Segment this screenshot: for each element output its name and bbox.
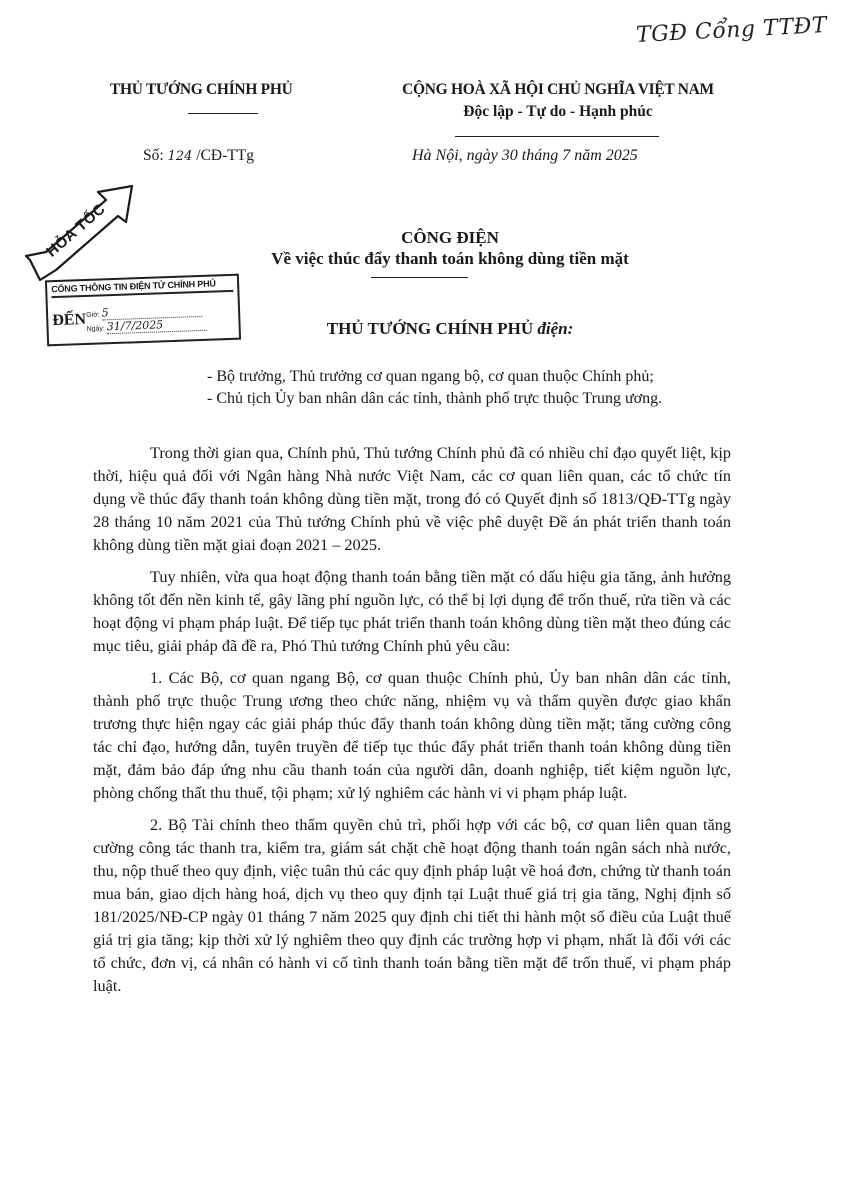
- urgent-stamp-label: HỎA TỐC: [43, 200, 109, 261]
- receiving-time-label: Giờ:: [86, 311, 100, 319]
- receiving-date: [86, 317, 207, 335]
- body-paragraph: Trong thời gian qua, Chính phủ, Thủ tướng Chính phủ đã có nhiều chỉ đạo quyết liệt, kịp thời, hiệu quả đối với Ngân hàng Nhà nước Việt Nam, các cơ quan liên quan, các tổ chức tín dụng về thúc đẩy thanh toán không dùng tiền mặt, trong đó có Quyết định số 1813/QĐ-TTg ngày 28 tháng 10 năm 2021 của Thủ tướng Chính phủ về việc phê duyệt Đề án phát triển thanh toán không dùng tiền mặt giai đoạn 2021 – 2025.: [93, 443, 731, 554]
- national-title: CỘNG HOÀ XÃ HỘI CHỦ NGHĨA VIỆT NAM: [402, 81, 714, 98]
- receiving-date-value: 31/7/2025: [107, 317, 207, 334]
- subject-divider: [371, 277, 468, 278]
- document-number: [143, 147, 254, 165]
- document-type: CÔNG ĐIỆN: [401, 228, 499, 247]
- number-handwritten: 124: [167, 149, 193, 164]
- receiving-time-value: 5: [101, 303, 201, 320]
- recipient-item: - Bộ trưởng, Thủ trưởng cơ quan ngang bộ, cơ quan thuộc Chính phủ;: [207, 368, 654, 385]
- sender-suffix: điện:: [537, 319, 574, 338]
- handwritten-note: TGĐ Cổng TTĐT: [635, 13, 828, 48]
- body-paragraph-item-2: 2. Bộ Tài chính theo thẩm quyền chủ trì, phối hợp với các bộ, cơ quan liên quan tăng cường công tác thanh tra, kiểm tra, giám sát chặt chẽ hoạt động thanh toán ngân sách nhà nước, thu, nộp thuế theo quy định, việc tuân thủ các quy định pháp luật về hoá đơn, chứng từ thanh toán mua bán, giao dịch hàng hoá, dịch vụ theo quy định tại Luật thuế giá trị gia tăng, Nghị định số 181/2025/NĐ-CP ngày 01 tháng 7 năm 2025 quy định chi tiết thi hành một số điều của Luật thuế giá trị gia tăng; kịp thời xử lý nghiêm theo quy định các trường hợp vi phạm, nhất là đối với các tổ chức, đơn vị, cá nhân có hành vi cố tình thanh toán bằng tiền mặt để trốn thuế, vi phạm pháp luật.: [93, 815, 731, 995]
- recipient-item: - Chủ tịch Ủy ban nhân dân các tỉnh, thành phố trực thuộc Trung ương.: [207, 390, 663, 407]
- sender-line: [200, 319, 700, 339]
- agency-divider: [188, 113, 258, 114]
- receiving-stamp-title: CỔNG THÔNG TIN ĐIỆN TỬ CHÍNH PHỦ: [51, 278, 233, 298]
- urgent-stamp: [22, 182, 142, 287]
- sender-name: THỦ TƯỚNG CHÍNH PHỦ: [326, 319, 534, 338]
- body-paragraph: Tuy nhiên, vừa qua hoạt động thanh toán bằng tiền mặt có dấu hiệu gia tăng, ảnh hưởng không tốt đến nền kinh tế, gây lãng phí nguồn lực, có thể bị lợi dụng để trốn thuế, rửa tiền và các hoạt động vi phạm pháp luật. Để tiếp tục phát triển thanh toán không dùng tiền mặt theo đúng các mục tiêu, giải pháp đã đề ra, Phó Thủ tướng Chính phủ yêu cầu:: [93, 567, 731, 655]
- receiving-stamp-label: ĐẾN: [52, 310, 87, 330]
- receiving-date-label: Ngày:: [86, 325, 106, 333]
- issuing-agency: THỦ TƯỚNG CHÍNH PHỦ: [110, 81, 293, 98]
- number-prefix: Số:: [143, 147, 164, 164]
- document-subject: Về việc thúc đẩy thanh toán không dùng tiền mặt: [271, 249, 629, 268]
- national-motto: Độc lập - Tự do - Hạnh phúc: [463, 103, 653, 120]
- document-body: [93, 441, 731, 1006]
- motto-divider: [455, 136, 659, 137]
- body-paragraph-item-1: 1. Các Bộ, cơ quan ngang Bộ, cơ quan thuộc Chính phủ, Ủy ban nhân dân các tỉnh, thành phố trực thuộc Trung ương theo chức năng, nhiệm vụ và thẩm quyền được giao khẩn trương thực hiện ngay các giải pháp thúc đẩy thanh toán không dùng tiền mặt; tăng cường công tác chỉ đạo, hướng dẫn, tuyên truyền để tiếp tục thúc đẩy phát triển thanh toán không dùng tiền mặt, đảm bảo đáp ứng nhu cầu thanh toán của người dân, doanh nghiệp, tiết kiệm nguồn lực, phòng chống thất thu thuế, tội phạm; xử lý nghiêm các hành vi vi phạm pháp luật.: [93, 668, 731, 802]
- place-date: Hà Nội, ngày 30 tháng 7 năm 2025: [412, 147, 638, 164]
- recipients-list: [207, 366, 662, 410]
- number-suffix: /CĐ-TTg: [192, 147, 254, 164]
